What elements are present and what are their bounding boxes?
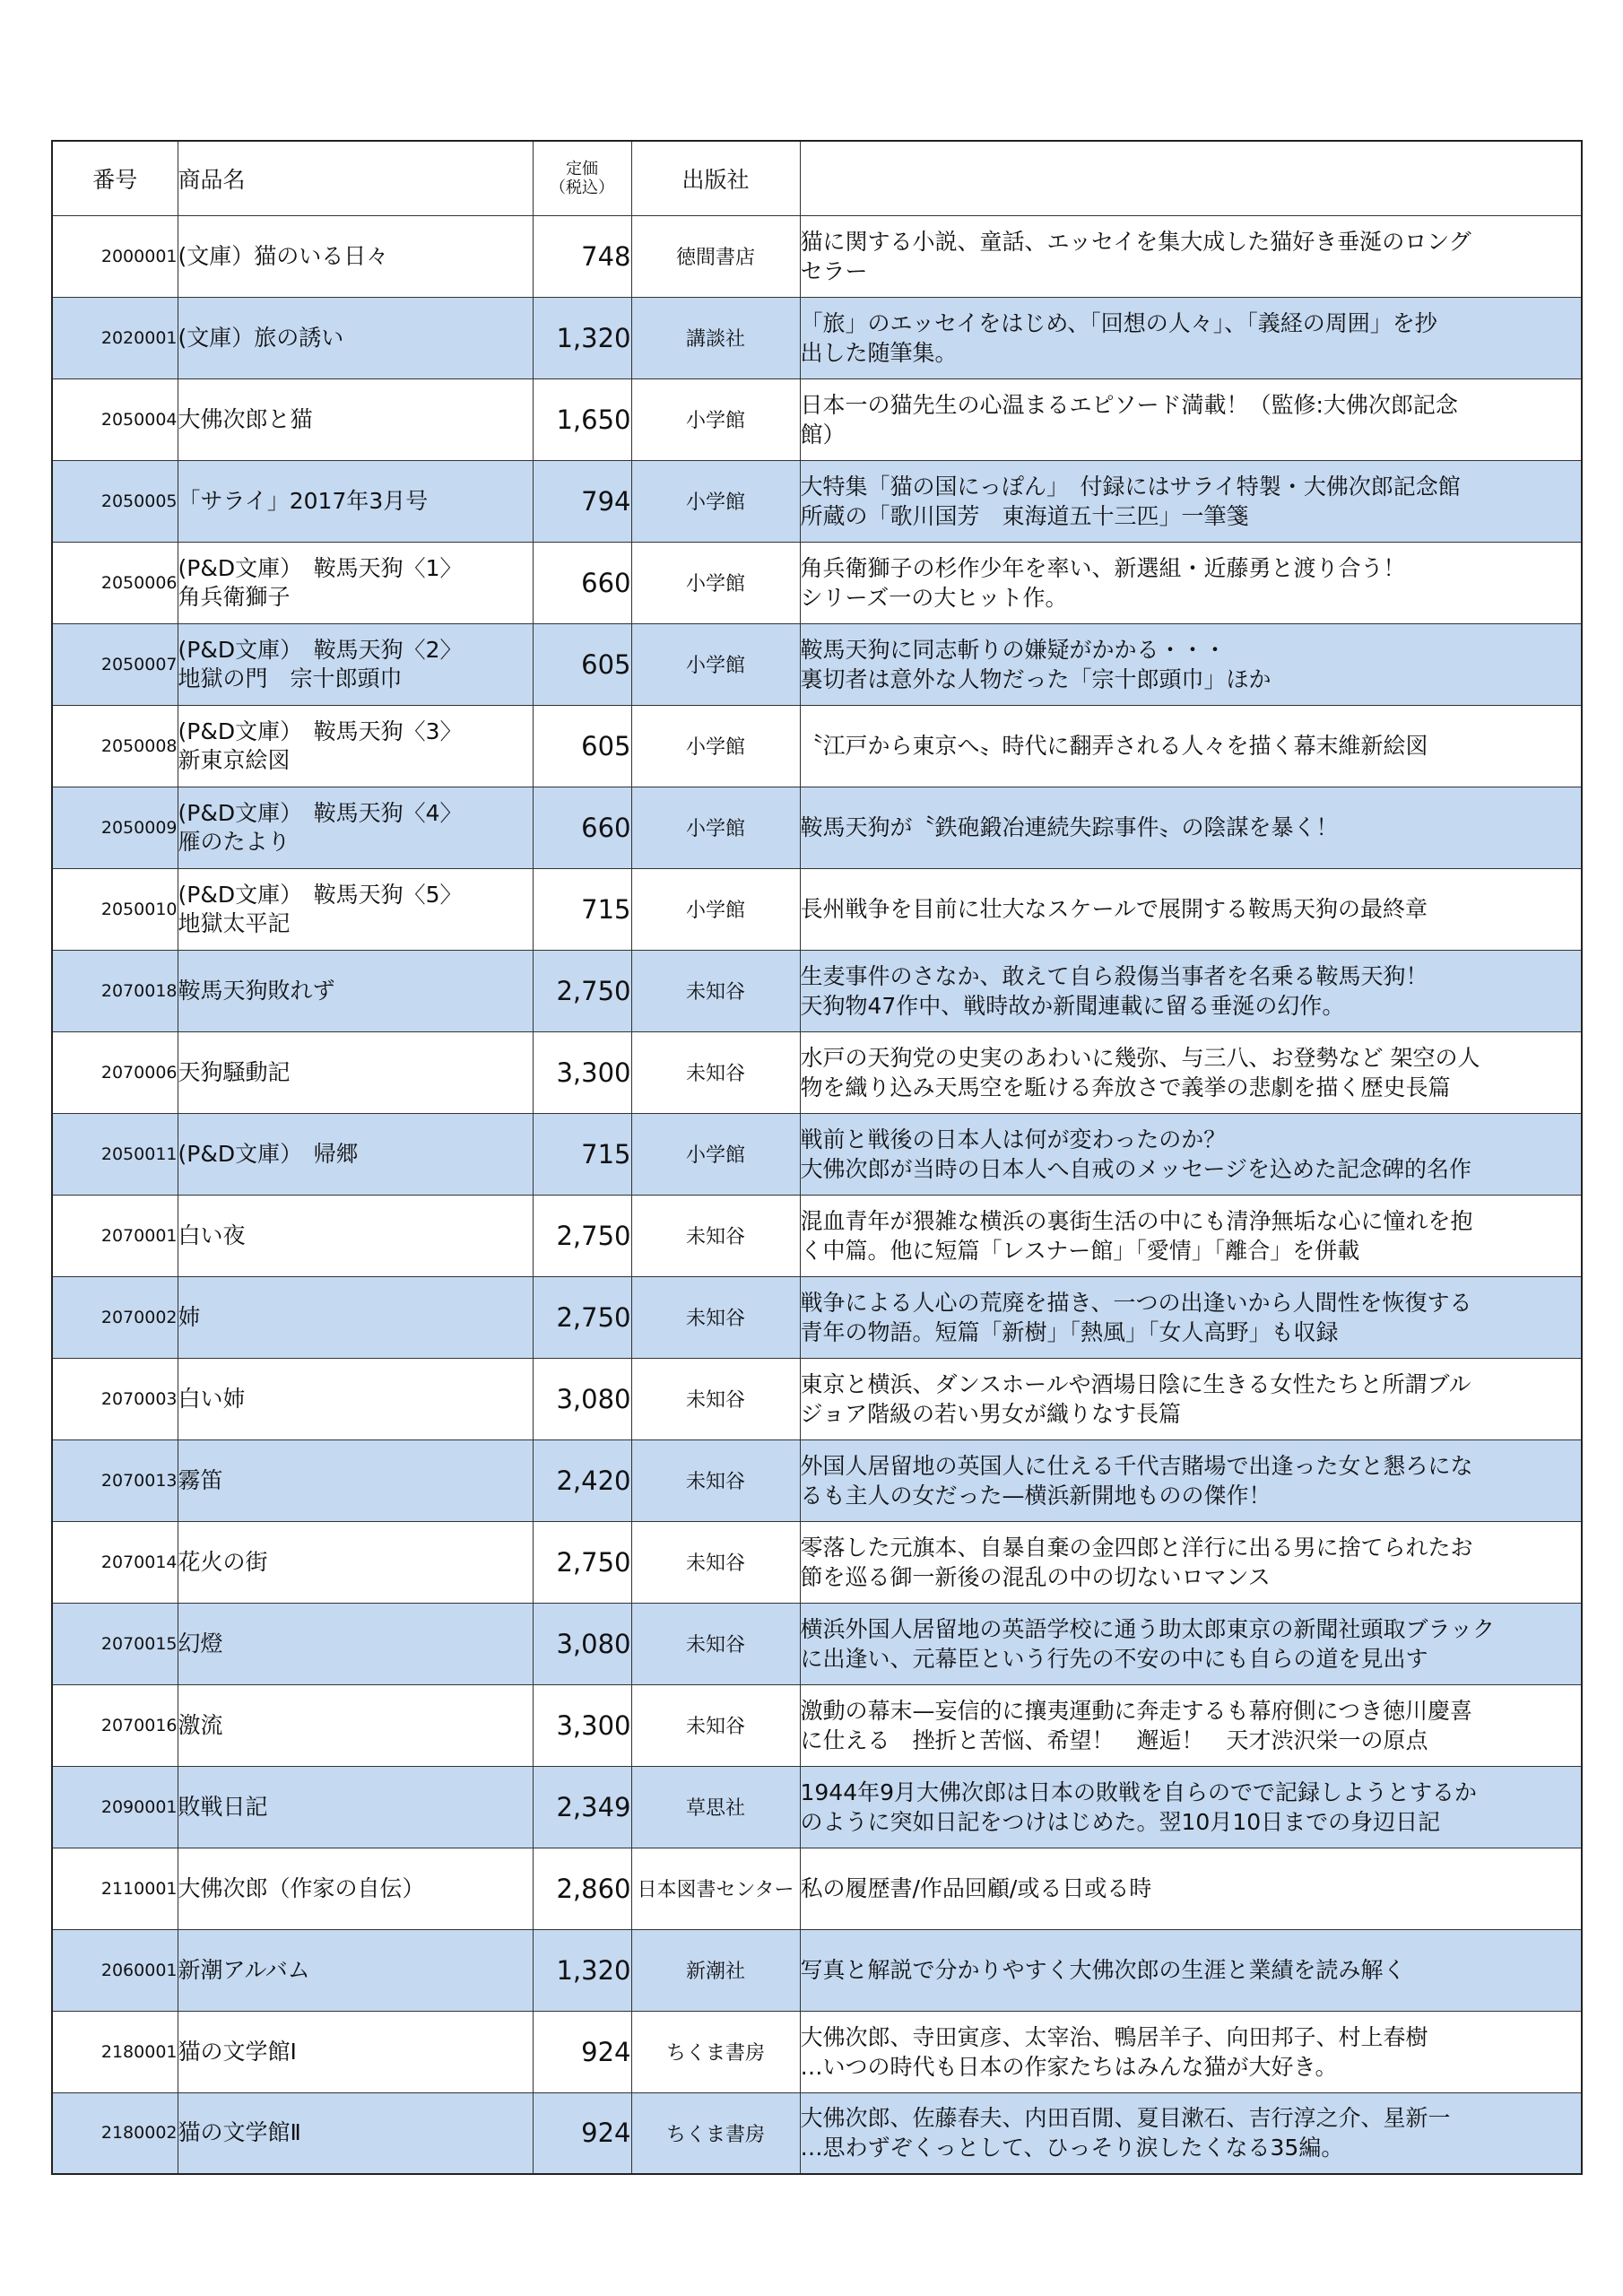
product-name-line: (P&D文庫） 鞍馬天狗〈4〉 (178, 799, 463, 826)
table-row (52, 1929, 1582, 2011)
cell-publisher: 未知谷 (631, 1276, 800, 1358)
cell-price: 2,349 (533, 1766, 631, 1848)
cell-publisher: ちくま書房 (631, 2011, 800, 2092)
cell-price: 3,300 (533, 1684, 631, 1766)
cell-description (800, 1358, 1582, 1439)
cell-product-name (178, 215, 533, 297)
cell-number: 2020001 (52, 297, 178, 378)
header-number: 番号 (52, 141, 178, 215)
cell-description (800, 1031, 1582, 1113)
table-row (52, 2011, 1582, 2092)
description-line: 水戸の天狗党の史実のあわいに幾弥、与三八、お登勢など 架空の人 (800, 1044, 1480, 1071)
description-line: ジョア階級の若い男女が織りなす長篇 (800, 1400, 1182, 1427)
description-line: 猫に関する小説、童話、エッセイを集大成した猫好き垂涎のロング (800, 228, 1471, 255)
cell-publisher: 草思社 (631, 1766, 800, 1848)
table-row (52, 705, 1582, 787)
description-line: シリーズ一の大ヒット作。 (800, 584, 1068, 611)
table-row (52, 1276, 1582, 1358)
cell-description (800, 623, 1582, 705)
cell-price: 605 (533, 623, 631, 705)
cell-price: 3,300 (533, 1031, 631, 1113)
cell-publisher: 講談社 (631, 297, 800, 378)
description-line: 日本一の猫先生の心温まるエピソード満載！（監修:大佛次郎記念 (800, 391, 1458, 418)
cell-price: 715 (533, 868, 631, 950)
cell-product-name (178, 787, 533, 868)
cell-number: 2070001 (52, 1195, 178, 1276)
cell-description (800, 787, 1582, 868)
cell-number: 2050006 (52, 542, 178, 623)
table-row (52, 2092, 1582, 2174)
cell-number: 2050008 (52, 705, 178, 787)
cell-description (800, 1766, 1582, 1848)
description-line: 〝江戸から東京へ〟時代に翻弄される人々を描く幕末維新絵図 (800, 733, 1428, 759)
cell-price: 2,750 (533, 950, 631, 1031)
header-price-line2: （税込） (550, 178, 614, 197)
cell-description (800, 950, 1582, 1031)
cell-number: 2070018 (52, 950, 178, 1031)
cell-product-name (178, 1684, 533, 1766)
product-name-line: 大佛次郎（作家の自伝） (178, 1874, 425, 1901)
description-line: 外国人居留地の英国人に仕える千代吉賭場で出逢った女と懇ろにな (800, 1452, 1473, 1479)
cell-product-name (178, 542, 533, 623)
product-name-line: 幻燈 (178, 1630, 223, 1657)
cell-description (800, 297, 1582, 378)
cell-price: 2,420 (533, 1439, 631, 1521)
description-line: 東京と横浜、ダンスホールや酒場日陰に生きる女性たちと所謂ブル (800, 1370, 1471, 1397)
table-row (52, 1603, 1582, 1684)
cell-product-name (178, 378, 533, 460)
header-price-line1: 定価 (566, 159, 598, 178)
cell-description (800, 1929, 1582, 2011)
cell-description (800, 542, 1582, 623)
cell-product-name (178, 1603, 533, 1684)
cell-number: 2050004 (52, 378, 178, 460)
table-row (52, 1439, 1582, 1521)
product-name-line: 姉 (178, 1303, 201, 1330)
product-name-line: 花火の街 (178, 1548, 268, 1575)
cell-product-name (178, 1848, 533, 1929)
cell-description (800, 1439, 1582, 1521)
product-name-line: 猫の文学館Ⅰ (178, 2038, 297, 2065)
header-description (800, 141, 1582, 215)
description-line: 出した随筆集。 (800, 339, 958, 366)
cell-description (800, 705, 1582, 787)
cell-publisher: 日本図書センター (631, 1848, 800, 1929)
cell-number: 2090001 (52, 1766, 178, 1848)
cell-publisher: 未知谷 (631, 1195, 800, 1276)
cell-number: 2050011 (52, 1113, 178, 1195)
description-line: 長州戦争を目前に壮大なスケールで展開する鞍馬天狗の最終章 (800, 896, 1428, 922)
cell-price: 605 (533, 705, 631, 787)
cell-number: 2070013 (52, 1439, 178, 1521)
cell-product-name (178, 1113, 533, 1195)
product-name-line: 白い夜 (178, 1222, 246, 1248)
cell-publisher: 小学館 (631, 378, 800, 460)
product-name-line: 新潮アルバム (178, 1956, 310, 1983)
description-line: 大佛次郎、寺田寅彦、太宰治、鴨居羊子、向田邦子、村上春樹 (800, 2023, 1428, 2050)
cell-publisher: 小学館 (631, 623, 800, 705)
cell-publisher: 未知谷 (631, 1439, 800, 1521)
cell-publisher: 小学館 (631, 787, 800, 868)
cell-number: 2180002 (52, 2092, 178, 2174)
cell-publisher: ちくま書房 (631, 2092, 800, 2174)
cell-product-name (178, 1358, 533, 1439)
table-row (52, 542, 1582, 623)
cell-price: 1,650 (533, 378, 631, 460)
cell-product-name (178, 1031, 533, 1113)
cell-publisher: 小学館 (631, 1113, 800, 1195)
table-header-row (52, 141, 1582, 215)
description-line: 大特集「猫の国にっぽん」 付録にはサライ特製・大佛次郎記念館 (800, 473, 1461, 500)
product-name-line: 「サライ」2017年3月号 (178, 487, 429, 514)
cell-price: 3,080 (533, 1603, 631, 1684)
table-body (52, 215, 1582, 2174)
cell-number: 2050007 (52, 623, 178, 705)
cell-price: 1,320 (533, 297, 631, 378)
cell-price: 2,750 (533, 1195, 631, 1276)
cell-publisher: 新潮社 (631, 1929, 800, 2011)
cell-description (800, 1603, 1582, 1684)
product-name-line: (P&D文庫） 鞍馬天狗〈3〉 (178, 718, 463, 744)
cell-price: 660 (533, 787, 631, 868)
description-line: く中篇。他に短篇「レスナー館」「愛情」「離合」を併載 (800, 1237, 1360, 1264)
product-name-line: 激流 (178, 1711, 223, 1738)
description-line: 裏切者は意外な人物だった「宗十郎頭巾」ほか (800, 665, 1271, 692)
description-line: 1944年9月大佛次郎は日本の敗戦を自らのでで記録しようとするか (800, 1779, 1478, 1805)
cell-publisher: 小学館 (631, 460, 800, 542)
cell-product-name (178, 1521, 533, 1603)
description-line: 大佛次郎が当時の日本人へ自戒のメッセージを込めた記念碑的名作 (800, 1155, 1472, 1182)
product-name-line: 新東京絵図 (178, 746, 291, 773)
product-name-line: 白い姉 (178, 1385, 246, 1412)
cell-publisher: 小学館 (631, 542, 800, 623)
description-line: 天狗物47作中、戦時故か新聞連載に留る垂涎の幻作。 (800, 992, 1345, 1019)
cell-price: 748 (533, 215, 631, 297)
table-row (52, 1521, 1582, 1603)
description-line: 混血青年が猥雑な横浜の裏街生活の中にも清浄無垢な心に憧れを抱 (800, 1207, 1473, 1234)
cell-price: 924 (533, 2092, 631, 2174)
cell-number: 2070016 (52, 1684, 178, 1766)
cell-description (800, 1521, 1582, 1603)
description-line: セラー (800, 257, 868, 284)
table-row (52, 787, 1582, 868)
cell-product-name (178, 868, 533, 950)
cell-number: 2060001 (52, 1929, 178, 2011)
cell-number: 2110001 (52, 1848, 178, 1929)
cell-product-name (178, 1195, 533, 1276)
header-price (533, 141, 631, 215)
cell-product-name (178, 950, 533, 1031)
cell-price: 794 (533, 460, 631, 542)
product-name-line: 霧笛 (178, 1466, 223, 1493)
description-line: 「旅」のエッセイをはじめ、「回想の人々」、「義経の周囲」を抄 (800, 309, 1437, 336)
table-row (52, 1358, 1582, 1439)
cell-description (800, 215, 1582, 297)
table-row (52, 297, 1582, 378)
table-row (52, 1031, 1582, 1113)
table-row (52, 950, 1582, 1031)
cell-description (800, 1848, 1582, 1929)
header-publisher: 出版社 (631, 141, 800, 215)
product-name-line: 鞍馬天狗敗れず (178, 977, 335, 1004)
description-line: 青年の物語。短篇「新樹」「熱風」「女人高野」も収録 (800, 1318, 1339, 1345)
cell-product-name (178, 705, 533, 787)
cell-publisher: 未知谷 (631, 1031, 800, 1113)
cell-product-name (178, 2092, 533, 2174)
table-row (52, 1848, 1582, 1929)
description-line: 戦争による人心の荒廃を描き、一つの出逢いから人間性を恢復する (800, 1289, 1472, 1316)
cell-publisher: 徳間書店 (631, 215, 800, 297)
table-row (52, 1684, 1582, 1766)
product-name-line: (文庫）猫のいる日々 (178, 242, 389, 269)
cell-product-name (178, 623, 533, 705)
cell-number: 2070002 (52, 1276, 178, 1358)
cell-publisher: 未知谷 (631, 1603, 800, 1684)
product-table (51, 140, 1583, 2175)
description-line: 物を織り込み天馬空を駈ける奔放さで義挙の悲劇を描く歴史長篇 (800, 1074, 1451, 1100)
cell-number: 2070003 (52, 1358, 178, 1439)
cell-price: 2,860 (533, 1848, 631, 1929)
cell-publisher: 未知谷 (631, 1358, 800, 1439)
cell-number: 2050010 (52, 868, 178, 950)
cell-product-name (178, 1439, 533, 1521)
cell-publisher: 小学館 (631, 868, 800, 950)
product-name-line: 地獄の門 宗十郎頭巾 (178, 665, 403, 691)
description-line: 鞍馬天狗に同志斬りの嫌疑がかかる・・・ (800, 636, 1227, 663)
product-name-line: (P&D文庫） 鞍馬天狗〈2〉 (178, 636, 463, 663)
cell-description (800, 1195, 1582, 1276)
product-name-line: (文庫）旅の誘い (178, 324, 344, 351)
description-line: るも主人の女だった—横浜新開地ものの傑作！ (800, 1482, 1271, 1509)
cell-description (800, 378, 1582, 460)
product-name-line: 大佛次郎と猫 (178, 405, 313, 432)
cell-publisher: 未知谷 (631, 1521, 800, 1603)
cell-number: 2070014 (52, 1521, 178, 1603)
cell-description (800, 1276, 1582, 1358)
cell-publisher: 未知谷 (631, 1684, 800, 1766)
description-line: 戦前と戦後の日本人は何が変わったのか？ (800, 1126, 1227, 1152)
cell-description (800, 2011, 1582, 2092)
table-row (52, 623, 1582, 705)
description-line: …いつの時代も日本の作家たちはみんな猫が大好き。 (800, 2053, 1338, 2080)
description-line: 横浜外国人居留地の英語学校に通う助太郎東京の新聞社頭取ブラック (800, 1615, 1496, 1642)
description-line: 鞍馬天狗が〝鉄砲鍛冶連続失踪事件〟の陰謀を暴く！ (800, 814, 1339, 840)
table-row (52, 215, 1582, 297)
description-line: 館） (800, 421, 846, 448)
cell-price: 2,750 (533, 1276, 631, 1358)
cell-price: 660 (533, 542, 631, 623)
product-name-line: 敗戦日記 (178, 1793, 268, 1820)
description-line: 所蔵の「歌川国芳 東海道五十三匹」一筆箋 (800, 502, 1249, 529)
table-row (52, 460, 1582, 542)
cell-number: 2050009 (52, 787, 178, 868)
table-row (52, 1195, 1582, 1276)
cell-product-name (178, 1276, 533, 1358)
cell-product-name (178, 297, 533, 378)
cell-number: 2180001 (52, 2011, 178, 2092)
description-line: 激動の幕末—妄信的に攘夷運動に奔走するも幕府側につき徳川慶喜 (800, 1697, 1473, 1724)
cell-publisher: 小学館 (631, 705, 800, 787)
product-name-line: 雁のたより (178, 828, 291, 855)
product-name-line: 猫の文学館Ⅱ (178, 2119, 301, 2146)
description-line: に仕える 挫折と苦悩、希望！ 邂逅！ 天才渋沢栄一の原点 (800, 1726, 1428, 1753)
description-line: 零落した元旗本、自暴自棄の金四郎と洋行に出る男に捨てられたお (800, 1534, 1473, 1561)
cell-number: 2050005 (52, 460, 178, 542)
cell-number: 2000001 (52, 215, 178, 297)
cell-description (800, 2092, 1582, 2174)
product-name-line: (P&D文庫） 帰郷 (178, 1140, 359, 1167)
cell-product-name (178, 1766, 533, 1848)
table-row (52, 1113, 1582, 1195)
product-name-line: 角兵衛獅子 (178, 583, 291, 610)
product-name-line: (P&D文庫） 鞍馬天狗〈5〉 (178, 881, 463, 908)
description-line: 私の履歴書/作品回顧/或る日或る時 (800, 1875, 1152, 1901)
description-line: …思わずぞくっとして、ひっそり涙したくなる35編。 (800, 2135, 1344, 2161)
cell-description (800, 1684, 1582, 1766)
table-row (52, 378, 1582, 460)
description-line: 大佛次郎、佐藤春夫、内田百閒、夏目漱石、吉行淳之介、星新一 (800, 2105, 1451, 2132)
cell-number: 2070006 (52, 1031, 178, 1113)
table-row (52, 1766, 1582, 1848)
cell-price: 2,750 (533, 1521, 631, 1603)
product-name-line: (P&D文庫） 鞍馬天狗〈1〉 (178, 554, 463, 581)
cell-number: 2070015 (52, 1603, 178, 1684)
table-row (52, 868, 1582, 950)
description-line: のように突如日記をつけはじめた。翌10月10日までの身辺日記 (800, 1808, 1441, 1835)
cell-price: 924 (533, 2011, 631, 2092)
description-line: 角兵衛獅子の杉作少年を率い、新選組・近藤勇と渡り合う！ (800, 554, 1406, 581)
cell-publisher: 未知谷 (631, 950, 800, 1031)
cell-description (800, 1113, 1582, 1195)
description-line: 節を巡る御一新後の混乱の中の切ないロマンス (800, 1563, 1271, 1590)
cell-product-name (178, 460, 533, 542)
product-name-line: 天狗騒動記 (178, 1058, 291, 1085)
cell-price: 715 (533, 1113, 631, 1195)
description-line: 生麦事件のさなか、敢えて自ら殺傷当事者を名乗る鞍馬天狗！ (800, 962, 1428, 989)
cell-product-name (178, 2011, 533, 2092)
cell-price: 3,080 (533, 1358, 631, 1439)
product-name-line: 地獄太平記 (178, 909, 291, 936)
cell-description (800, 460, 1582, 542)
description-line: に出逢い、元幕臣という行先の不安の中にも自らの道を見出す (800, 1645, 1428, 1672)
description-line: 写真と解説で分かりやすく大佛次郎の生涯と業績を読み解く (800, 1957, 1406, 1983)
cell-price: 1,320 (533, 1929, 631, 2011)
cell-description (800, 868, 1582, 950)
header-name: 商品名 (178, 141, 533, 215)
cell-product-name (178, 1929, 533, 2011)
